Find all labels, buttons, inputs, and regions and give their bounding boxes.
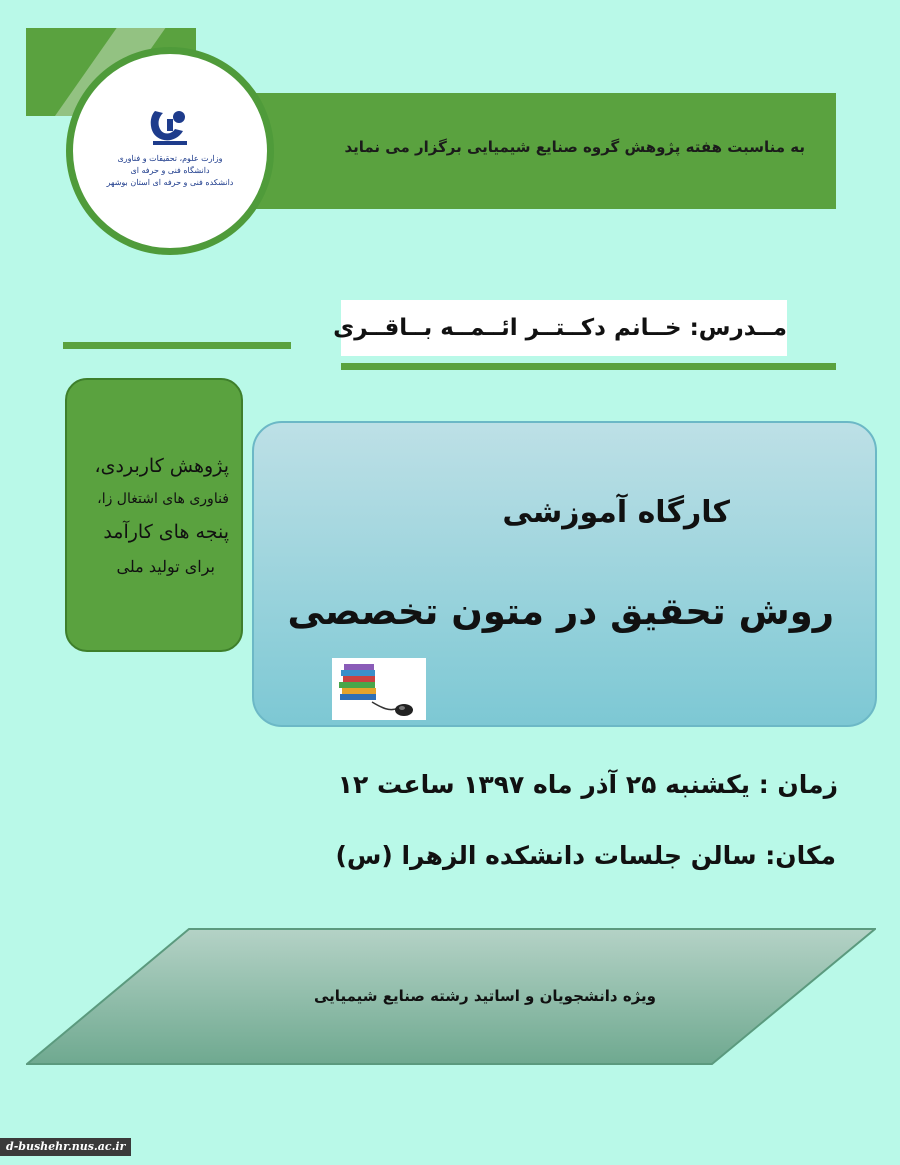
divider-left <box>63 342 291 349</box>
books-mouse-icon <box>332 658 426 720</box>
workshop-label: کارگاه آموزشی <box>502 495 730 530</box>
slogan-panel <box>65 378 243 652</box>
site-watermark: d-bushehr.nus.ac.ir <box>0 1138 131 1156</box>
slogan-line-3: پنجه های کارآمد <box>103 520 229 543</box>
divider-right <box>341 363 836 370</box>
workshop-title: روش تحقیق در متون تخصصی <box>287 590 834 633</box>
instructor-box <box>333 300 787 356</box>
university-emblem-icon <box>145 103 195 153</box>
slogan-line-1: پژوهش کاربردی، <box>94 454 229 477</box>
logo-line-3: دانشکده فنی و حرفه ای استان بوشهر <box>106 178 234 187</box>
audience-text: ویژه دانشجویان و اساتید رشته صنایع شیمیایی <box>314 987 656 1005</box>
instructor-name: مــدرس: خــانم دکــتــر ائــمــه بــاقــری <box>333 315 787 341</box>
header-announcement: به مناسبت هفته پژوهش گروه صنایع شیمیایی برگزار می نماید <box>344 138 805 156</box>
logo-line-2: دانشگاه فنی و حرفه ای <box>130 166 210 175</box>
university-logo <box>66 47 274 255</box>
books-image <box>332 658 426 720</box>
logo-line-1: وزارت علوم، تحقیقات و فناوری <box>117 154 223 163</box>
event-time: زمان : یکشنبه ۲۵ آذر ماه ۱۳۹۷ ساعت ۱۲ <box>337 770 838 799</box>
event-place: مکان: سالن جلسات دانشکده الزهرا (س) <box>335 841 836 870</box>
slogan-line-2: فناوری های اشتغال زا، <box>97 490 229 507</box>
slogan-line-4: برای تولید ملی <box>116 556 215 576</box>
